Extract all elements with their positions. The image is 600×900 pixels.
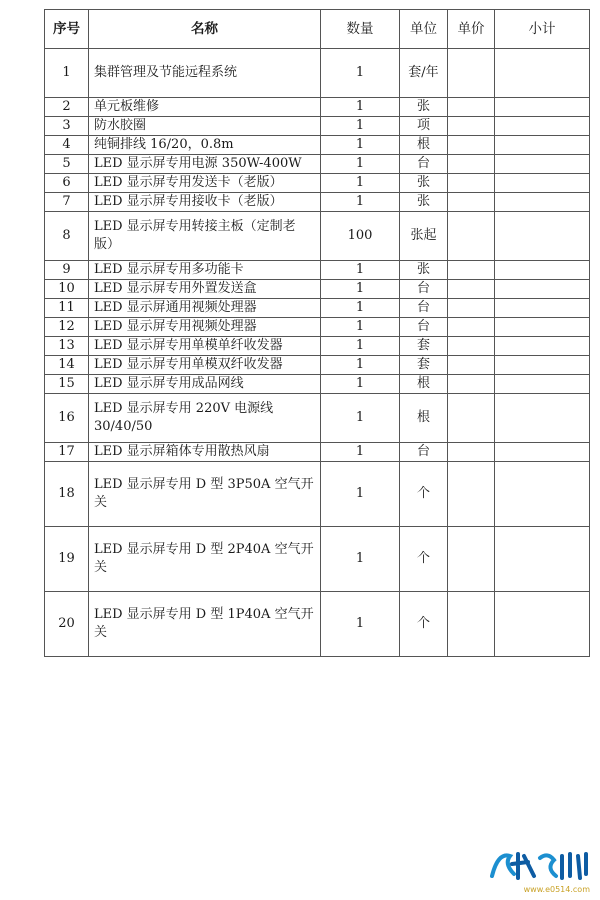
row-index-cell: 11 — [45, 299, 89, 318]
row-price-cell — [448, 337, 495, 356]
row-price-cell — [448, 462, 495, 527]
row-price-cell — [448, 280, 495, 299]
row-subtotal-cell — [495, 98, 590, 117]
row-subtotal-cell — [495, 592, 590, 657]
row-quantity-cell: 1 — [321, 356, 400, 375]
row-unit-cell: 台 — [400, 155, 448, 174]
row-quantity-cell: 1 — [321, 394, 400, 443]
row-unit-cell: 套/年 — [400, 49, 448, 98]
row-name-cell: LED 显示屏专用转接主板（定制老版） — [89, 212, 321, 261]
row-name-cell: LED 显示屏专用视频处理器 — [89, 318, 321, 337]
row-unit-cell: 个 — [400, 462, 448, 527]
row-name-cell: LED 显示屏专用电源 350W-400W — [89, 155, 321, 174]
table-row — [45, 174, 590, 193]
row-unit-cell: 张 — [400, 98, 448, 117]
row-unit-cell: 台 — [400, 318, 448, 337]
row-index-cell: 13 — [45, 337, 89, 356]
row-unit-cell: 套 — [400, 337, 448, 356]
row-index-cell: 5 — [45, 155, 89, 174]
header-index: 序号 — [45, 10, 89, 49]
row-quantity-cell: 1 — [321, 337, 400, 356]
row-subtotal-cell — [495, 394, 590, 443]
row-index-cell: 3 — [45, 117, 89, 136]
row-price-cell — [448, 443, 495, 462]
header-name: 名称 — [89, 10, 321, 49]
row-index-cell: 9 — [45, 261, 89, 280]
table-row — [45, 261, 590, 280]
row-index-cell: 2 — [45, 98, 89, 117]
row-index-cell: 14 — [45, 356, 89, 375]
row-quantity-cell: 1 — [321, 280, 400, 299]
row-price-cell — [448, 356, 495, 375]
row-quantity-cell: 1 — [321, 462, 400, 527]
row-quantity-cell: 1 — [321, 443, 400, 462]
watermark-url: www.e0514.com — [523, 885, 590, 894]
table-row — [45, 337, 590, 356]
row-unit-cell: 根 — [400, 136, 448, 155]
row-price-cell — [448, 155, 495, 174]
row-unit-cell: 张 — [400, 261, 448, 280]
table-row — [45, 394, 590, 443]
row-subtotal-cell — [495, 356, 590, 375]
row-name-cell: LED 显示屏专用成品网线 — [89, 375, 321, 394]
row-quantity-cell: 1 — [321, 98, 400, 117]
row-name-cell: LED 显示屏专用 D 型 1P40A 空气开关 — [89, 592, 321, 657]
row-unit-cell: 张起 — [400, 212, 448, 261]
row-price-cell — [448, 318, 495, 337]
row-quantity-cell: 100 — [321, 212, 400, 261]
row-unit-cell: 个 — [400, 592, 448, 657]
table-row — [45, 49, 590, 98]
row-index-cell: 7 — [45, 193, 89, 212]
row-quantity-cell: 1 — [321, 155, 400, 174]
row-index-cell: 19 — [45, 527, 89, 592]
row-price-cell — [448, 299, 495, 318]
table-row — [45, 356, 590, 375]
row-index-cell: 1 — [45, 49, 89, 98]
row-name-cell: 纯铜排线 16/20，0.8m — [89, 136, 321, 155]
row-price-cell — [448, 136, 495, 155]
row-subtotal-cell — [495, 174, 590, 193]
row-subtotal-cell — [495, 527, 590, 592]
table-row — [45, 117, 590, 136]
row-unit-cell: 根 — [400, 375, 448, 394]
site-watermark — [484, 846, 594, 896]
row-name-cell: 单元板维修 — [89, 98, 321, 117]
row-subtotal-cell — [495, 117, 590, 136]
table-row — [45, 299, 590, 318]
table-row — [45, 318, 590, 337]
row-index-cell: 15 — [45, 375, 89, 394]
row-unit-cell: 台 — [400, 280, 448, 299]
row-index-cell: 10 — [45, 280, 89, 299]
row-name-cell: LED 显示屏通用视频处理器 — [89, 299, 321, 318]
row-price-cell — [448, 375, 495, 394]
row-index-cell: 6 — [45, 174, 89, 193]
row-subtotal-cell — [495, 49, 590, 98]
row-index-cell: 4 — [45, 136, 89, 155]
row-price-cell — [448, 49, 495, 98]
row-quantity-cell: 1 — [321, 261, 400, 280]
row-subtotal-cell — [495, 443, 590, 462]
row-name-cell: LED 显示屏箱体专用散热风扇 — [89, 443, 321, 462]
row-unit-cell: 根 — [400, 394, 448, 443]
row-subtotal-cell — [495, 462, 590, 527]
row-name-cell: 集群管理及节能远程系统 — [89, 49, 321, 98]
row-name-cell: LED 显示屏专用发送卡（老版） — [89, 174, 321, 193]
table-row — [45, 155, 590, 174]
row-name-cell: LED 显示屏专用 220V 电源线 30/40/50 — [89, 394, 321, 443]
row-name-cell: LED 显示屏专用多功能卡 — [89, 261, 321, 280]
row-index-cell: 20 — [45, 592, 89, 657]
row-price-cell — [448, 174, 495, 193]
row-subtotal-cell — [495, 136, 590, 155]
row-name-cell: 防水胶圈 — [89, 117, 321, 136]
row-quantity-cell: 1 — [321, 375, 400, 394]
row-index-cell: 12 — [45, 318, 89, 337]
row-subtotal-cell — [495, 337, 590, 356]
row-quantity-cell: 1 — [321, 136, 400, 155]
row-price-cell — [448, 592, 495, 657]
table-row — [45, 98, 590, 117]
table-row — [45, 592, 590, 657]
row-unit-cell: 项 — [400, 117, 448, 136]
row-quantity-cell: 1 — [321, 527, 400, 592]
row-name-cell: LED 显示屏专用外置发送盒 — [89, 280, 321, 299]
row-quantity-cell: 1 — [321, 318, 400, 337]
table-row — [45, 193, 590, 212]
row-price-cell — [448, 193, 495, 212]
row-unit-cell: 台 — [400, 299, 448, 318]
row-subtotal-cell — [495, 212, 590, 261]
row-name-cell: LED 显示屏专用单模单纤收发器 — [89, 337, 321, 356]
table-row — [45, 375, 590, 394]
row-unit-cell: 张 — [400, 174, 448, 193]
table-row — [45, 136, 590, 155]
row-price-cell — [448, 527, 495, 592]
row-name-cell: LED 显示屏专用接收卡（老版） — [89, 193, 321, 212]
row-price-cell — [448, 261, 495, 280]
row-subtotal-cell — [495, 299, 590, 318]
row-name-cell: LED 显示屏专用 D 型 3P50A 空气开关 — [89, 462, 321, 527]
row-price-cell — [448, 394, 495, 443]
row-index-cell: 8 — [45, 212, 89, 261]
row-quantity-cell: 1 — [321, 299, 400, 318]
row-unit-cell: 台 — [400, 443, 448, 462]
header-row — [45, 10, 590, 49]
row-subtotal-cell — [495, 375, 590, 394]
price-list-table — [44, 9, 590, 657]
table-row — [45, 527, 590, 592]
row-quantity-cell: 1 — [321, 193, 400, 212]
table-row — [45, 443, 590, 462]
row-index-cell: 18 — [45, 462, 89, 527]
row-unit-cell: 个 — [400, 527, 448, 592]
row-subtotal-cell — [495, 318, 590, 337]
row-subtotal-cell — [495, 280, 590, 299]
row-quantity-cell: 1 — [321, 117, 400, 136]
row-index-cell: 16 — [45, 394, 89, 443]
row-quantity-cell: 1 — [321, 592, 400, 657]
row-name-cell: LED 显示屏专用 D 型 2P40A 空气开关 — [89, 527, 321, 592]
row-quantity-cell: 1 — [321, 49, 400, 98]
row-subtotal-cell — [495, 193, 590, 212]
header-subtotal: 小计 — [495, 10, 590, 49]
table-row — [45, 280, 590, 299]
table-row — [45, 212, 590, 261]
header-quantity: 数量 — [321, 10, 400, 49]
row-subtotal-cell — [495, 155, 590, 174]
table-row — [45, 462, 590, 527]
row-index-cell: 17 — [45, 443, 89, 462]
row-unit-cell: 张 — [400, 193, 448, 212]
row-price-cell — [448, 212, 495, 261]
header-unit: 单位 — [400, 10, 448, 49]
row-name-cell: LED 显示屏专用单模双纤收发器 — [89, 356, 321, 375]
row-price-cell — [448, 117, 495, 136]
row-price-cell — [448, 98, 495, 117]
header-price: 单价 — [448, 10, 495, 49]
row-subtotal-cell — [495, 261, 590, 280]
row-unit-cell: 套 — [400, 356, 448, 375]
row-quantity-cell: 1 — [321, 174, 400, 193]
watermark-logo-icon — [484, 846, 594, 886]
